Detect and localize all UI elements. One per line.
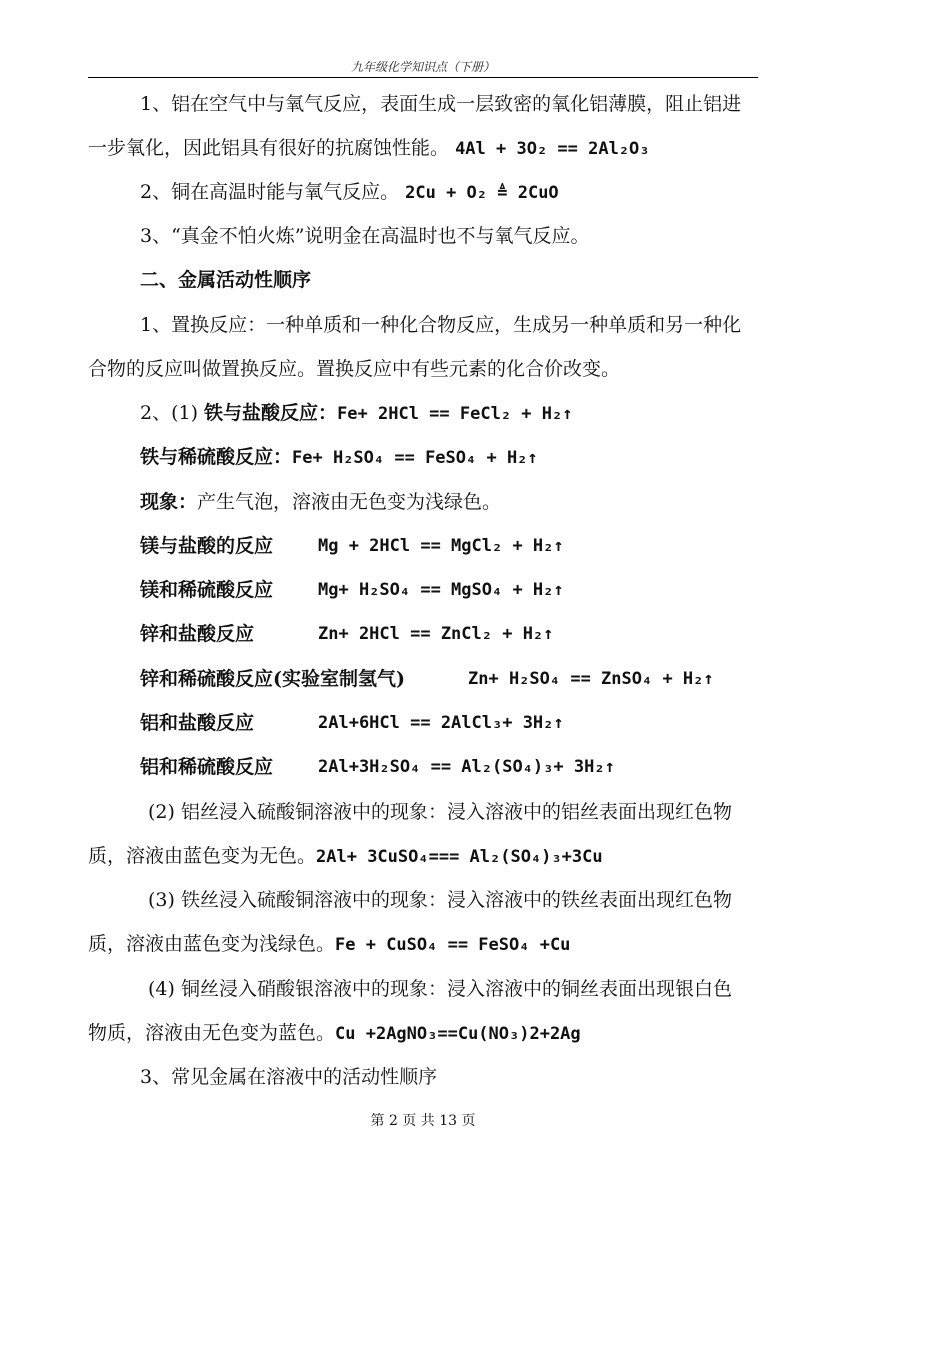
reaction-label: 镁与盐酸的反应	[140, 535, 274, 557]
text-segment: 一步氧化，因此铝具有很好的抗腐蚀性能。	[88, 137, 450, 159]
paragraph-aluminum-wire-continued	[88, 844, 768, 869]
equation: Mg + 2HCl == MgCl₂ + H₂↑	[318, 536, 564, 556]
reaction-zinc-hcl	[140, 622, 820, 646]
equation: Fe+ H₂SO₄ == FeSO₄ + H₂↑	[292, 448, 538, 468]
reaction-zinc-h2so4	[140, 667, 820, 691]
paragraph-copper-wire-continued	[88, 1021, 768, 1046]
reaction-label: 铝和盐酸反应	[140, 712, 255, 734]
reaction-label: 铁与盐酸反应：	[204, 402, 338, 424]
reaction-iron-h2so4	[140, 445, 820, 470]
paragraph-displacement-definition: 1、置换反应：一种单质和一种化合物反应，生成另一种单质和另一种化	[140, 314, 742, 336]
phenomenon-text: 产生气泡，溶液由无色变为浅绿色。	[197, 491, 502, 513]
reaction-magnesium-h2so4	[140, 578, 820, 602]
equation: Zn+ 2HCl == ZnCl₂ + H₂↑	[318, 624, 554, 644]
page-footer: 第 2 页 共 13 页	[370, 1113, 476, 1129]
reaction-label: 铁与稀硫酸反应：	[140, 446, 293, 468]
header-rule	[88, 77, 758, 78]
text-segment: 2、铜在高温时能与氧气反应。	[140, 181, 400, 203]
reaction-label: 锌和盐酸反应	[140, 623, 255, 645]
paragraph-copper-wire: (4) 铜丝浸入硝酸银溶液中的现象：浸入溶液中的铜丝表面出现银白色	[148, 978, 732, 1000]
paragraph-copper-oxidation	[140, 180, 820, 205]
equation: 2Al+6HCl == 2AlCl₃+ 3H₂↑	[318, 713, 564, 733]
reaction-aluminum-h2so4	[140, 755, 820, 779]
paragraph-aluminum-oxidation: 1、铝在空气中与氧气反应，表面生成一层致密的氧化铝薄膜，阻止铝进	[140, 93, 742, 115]
paragraph-aluminum-continued	[88, 136, 768, 161]
reaction-label: 锌和稀硫酸反应(实验室制氢气)	[140, 668, 405, 690]
paragraph-gold: 3、“真金不怕火炼”说明金在高温时也不与氧气反应。	[140, 225, 590, 247]
paragraph-displacement-continued: 合物的反应叫做置换反应。置换反应中有些元素的化合价改变。	[88, 358, 621, 380]
reaction-label: 镁和稀硫酸反应	[140, 579, 274, 601]
text-segment: 质，溶液由蓝色变为无色。	[88, 845, 317, 867]
text-segment: 质，溶液由蓝色变为浅绿色。	[88, 933, 336, 955]
reaction-aluminum-hcl	[140, 711, 820, 735]
equation: Mg+ H₂SO₄ == MgSO₄ + H₂↑	[318, 580, 564, 600]
paragraph-iron-wire-continued	[88, 932, 768, 957]
equation: 2Al+ 3CuSO₄=== Al₂(SO₄)₃+3Cu	[316, 847, 603, 867]
item-number: 2、(1)	[140, 402, 205, 424]
reaction-label: 铝和稀硫酸反应	[140, 756, 274, 778]
equation-copper-oxygen: 2Cu + O₂ ≜ 2CuO	[405, 183, 559, 203]
phenomenon-label: 现象：	[140, 491, 198, 513]
equation: Zn+ H₂SO₄ == ZnSO₄ + H₂↑	[468, 669, 714, 689]
equation: Fe+ 2HCl == FeCl₂ + H₂↑	[337, 404, 573, 424]
phenomenon-line	[140, 490, 820, 514]
reaction-iron-hcl	[140, 401, 820, 426]
reaction-magnesium-hcl	[140, 534, 820, 558]
text-segment: 物质，溶液由无色变为蓝色。	[88, 1022, 336, 1044]
equation: 2Al+3H₂SO₄ == Al₂(SO₄)₃+ 3H₂↑	[318, 757, 615, 777]
equation: Cu +2AgNO₃==Cu(NO₃)2+2Ag	[335, 1024, 581, 1044]
section-heading-activity-series: 二、金属活动性顺序	[140, 269, 312, 291]
equation: Fe + CuSO₄ == FeSO₄ +Cu	[335, 935, 571, 955]
equation-aluminum-oxygen: 4Al + 3O₂ == 2Al₂O₃	[455, 139, 650, 159]
page-header-title: 九年级化学知识点（下册）	[350, 60, 495, 74]
paragraph-activity-order: 3、常见金属在溶液中的活动性顺序	[140, 1066, 438, 1088]
paragraph-aluminum-wire: (2) 铝丝浸入硫酸铜溶液中的现象：浸入溶液中的铝丝表面出现红色物	[148, 801, 732, 823]
paragraph-iron-wire: (3) 铁丝浸入硫酸铜溶液中的现象：浸入溶液中的铁丝表面出现红色物	[148, 889, 732, 911]
